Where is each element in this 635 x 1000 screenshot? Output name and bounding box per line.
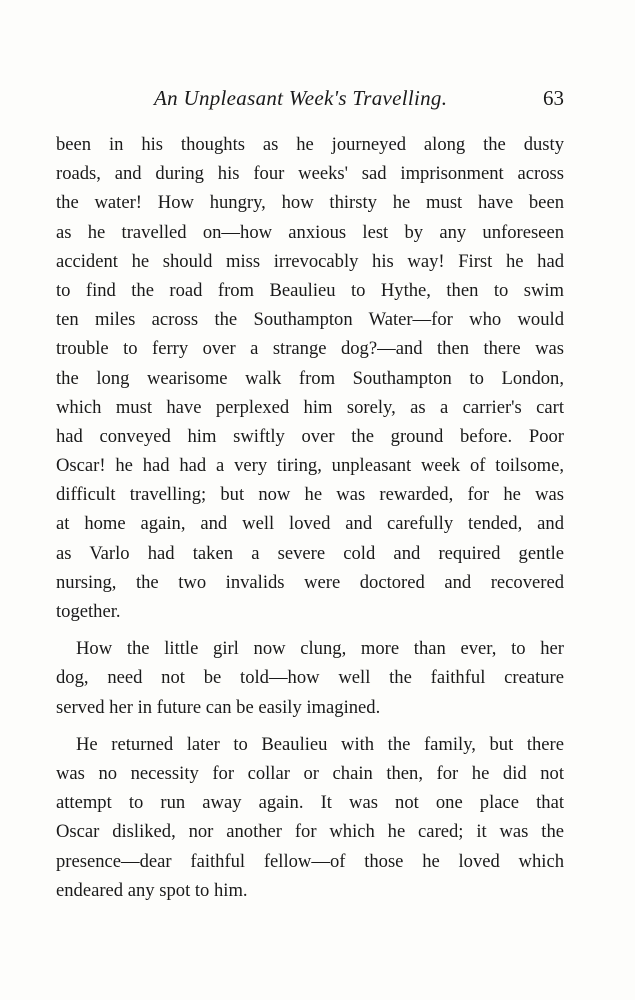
text-line: to find the road from Beaulieu to Hythe, then to swim: [56, 279, 564, 301]
paragraph-gap: [56, 626, 564, 634]
paragraph-1: [56, 130, 564, 626]
page-number: 63: [543, 86, 564, 110]
paragraph-2: [56, 634, 564, 722]
text-line: How the little girl now clung, more than ever, to her: [76, 638, 564, 660]
text-line: which must have perplexed him sorely, as a carrier's cart: [56, 396, 564, 418]
text-line: accident he should miss irrevocably his way! First he had: [56, 250, 564, 272]
text-line: as he travelled on—how anxious lest by any unforeseen: [56, 221, 564, 243]
text-line: ten miles across the Southampton Water—for who would: [56, 309, 564, 331]
text-line: as Varlo had taken a severe cold and required gentle: [56, 542, 564, 564]
text-line: together.: [56, 601, 121, 622]
text-line: roads, and during his four weeks' sad imprisonment across: [56, 163, 564, 185]
text-line: the long wearisome walk from Southampton to London,: [56, 367, 564, 389]
text-line: endeared any spot to him.: [56, 879, 248, 901]
text-line: attempt to run away again. It was not one place that: [56, 792, 564, 814]
text-line: at home again, and well loved and carefully tended, and: [56, 513, 564, 535]
paragraph-gap: [56, 722, 564, 730]
text-line: served her in future can be easily imagined.: [56, 696, 381, 718]
text-line: He returned later to Beaulieu with the family, but there: [76, 733, 564, 755]
text-line: been in his thoughts as he journeyed along the dusty: [56, 134, 564, 155]
text-line: dog, need not be told—how well the faithful creature: [56, 667, 564, 689]
text-line: difficult travelling; but now he was rewarded, for he was: [56, 484, 564, 506]
text-line: Oscar! he had had a very tiring, unpleasant week of toilsome,: [56, 455, 564, 477]
paragraph-3: [56, 730, 564, 905]
text-line: was no necessity for collar or chain then, for he did not: [56, 762, 564, 784]
running-title: An Unpleasant Week's Travelling.: [154, 86, 448, 110]
text-line: presence—dear faithful fellow—of those he loved which: [56, 850, 564, 872]
text-line: had conveyed him swiftly over the ground before. Poor: [56, 425, 564, 447]
body-text: [56, 130, 564, 905]
running-head: [56, 86, 564, 116]
text-line: nursing, the two invalids were doctored and recovered: [56, 571, 564, 593]
text-line: trouble to ferry over a strange dog?—and then there was: [56, 338, 564, 360]
text-line: Oscar disliked, nor another for which he cared; it was the: [56, 821, 564, 843]
text-line: the water! How hungry, how thirsty he must have been: [56, 192, 564, 214]
